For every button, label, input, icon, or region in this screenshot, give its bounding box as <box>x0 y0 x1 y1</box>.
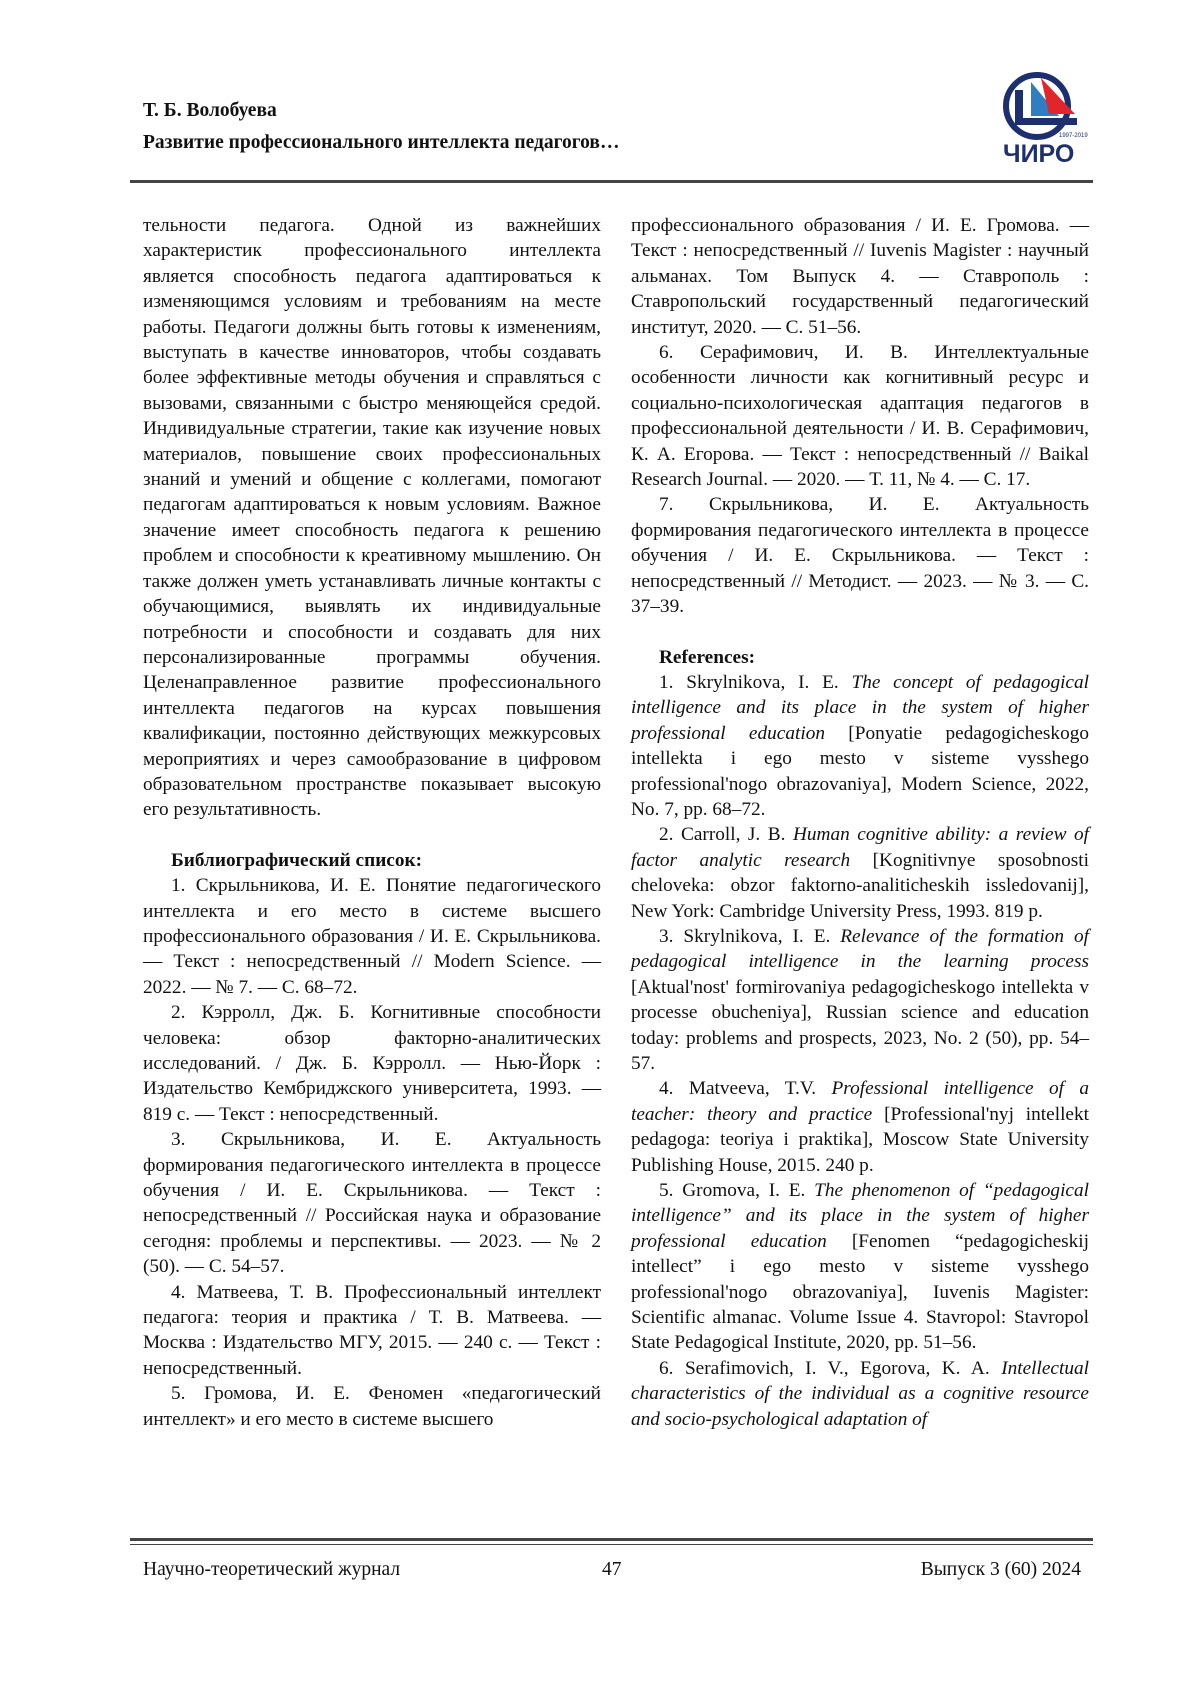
reference-details: [Fenomen “pedagogicheskij intellect” i ego mesto v sisteme vysshego professional'nogo obrazovaniya], Iuvenis Magister: Scientific almanac. Volume Issue 4. Stavropol: Stavropol State Pedagogical Institute, 2020, pp. 51–56. <box>631 1230 1089 1354</box>
reference-details: [Ponyatie pedagogicheskogo intellekta i ego mesto v sisteme vysshego professional'nogo obrazovaniya], Modern Science, 2022, No. 7, pp. 68–72. <box>631 722 1089 820</box>
bibliography-item: 4. Матвеева, Т. В. Профессиональный интеллект педагога: теория и практика / Т. В. Матвеева. — Москва : Издательство МГУ, 2015. — 240 с. — Текст : непосредственный. <box>143 1281 601 1379</box>
reference-author: 1. Skrylnikova, I. E. <box>659 671 852 693</box>
bibliography-heading: Библиографический список: <box>171 849 423 871</box>
reference-title: Professional intelligence of a teacher: theory and practice <box>631 1078 1089 1125</box>
reference-title: The concept of pedagogical intelligence and its place in the system of higher professional education <box>631 671 1089 744</box>
bibliography-continuation: профессионального образования / И. Е. Громова. — Текст : непосредственный // Iuvenis Magister : научный альманах. Том Выпуск 4. — Ставрополь : Ставропольский государственный педагогический институт, 2020. — С. 51–56. <box>631 215 1089 338</box>
bibliography-item: 5. Громова, И. Е. Феномен «педагогический интеллект» и его место в системе высшего <box>143 1383 601 1430</box>
reference-item <box>631 1356 1089 1432</box>
reference-details: [Kognitivnye sposobnosti cheloveka: obzor faktorno-analiticheskih issledovanij], New York: Cambridge University Press, 1993. 819 p. <box>631 849 1089 922</box>
reference-title: The phenomenon of “pedagogical intelligence” and its place in the system of higher professional education <box>631 1180 1089 1252</box>
body-paragraph: тельности педагога. Одной из важнейших характеристик профессионального интеллекта является способность педагога адаптироваться к изменяющимся условиям и требованиям на месте работы. Педагоги должны быть готовы к изменениям, выступать в качестве инноваторов, чтобы создавать более эффективные методы обучения и справляться с вызовами, связанными с быстро меняющейся средой. Индивидуальные стратегии, такие как изучение новых материалов, повышение своих профессиональных знаний и умений и общение с коллегами, помогают педагогам адаптироваться к новым условиям. Важное значение имеет способность педагога к решению проблем и способности к креативному мышлению. Он также должен уметь устанавливать личные контакты с обучающимися, выявлять их индивидуальные потребности и способности и создавать для них персонализированные программы обучения. Целенаправленное развитие профессионального интеллекта педагогов на курсах повышения квалификации, постоянно действующих межкурсовых мероприятиях и через самообразование в цифровом образовательном пространстве показывает высокую его результативность. <box>143 215 601 821</box>
reference-details: [Professional'nyj intellekt pedagoga: teoriya i praktika], Moscow State University Publishing House, 2015. 240 p. <box>631 1103 1089 1176</box>
reference-item <box>631 822 1089 924</box>
reference-details: [Aktual'nost' formirovaniya pedagogicheskogo intellekta v processe obucheniya], Russian science and education today: problems and prospects, 2023, No. 2 (50), pp. 54–57. <box>631 976 1089 1074</box>
logo-small-text: 1997-2019 <box>1059 133 1088 139</box>
reference-author: 5. Gromova, I. E. <box>659 1180 815 1202</box>
bibliography-item: 6. Серафимович, И. В. Интеллектуальные особенности личности как когнитивный ресурс и социально-психологическая адаптация педагогов в профессиональной деятельности / И. В. Серафимович, К. А. Егорова. — Текст : непосредственный // Baikal Research Journal. — 2020. — Т. 11, № 4. — С. 17. <box>631 342 1089 491</box>
issue-label: Выпуск 3 (60) 2024 <box>920 1559 1081 1580</box>
logo-wordmark: ЧИРО <box>1003 140 1075 168</box>
reference-author: 6. Serafimovich, I. V., Egorova, K. A. <box>659 1357 1002 1379</box>
bibliography-item: 2. Кэрролл, Дж. Б. Когнитивные способности человека: обзор факторно-аналитических исследований. / Дж. Б. Кэрролл. — Нью-Йорк : Издательство Кембриджского университета, 1993. — 819 с. — Текст : непосредственный. <box>143 1002 601 1125</box>
page-footer <box>143 1559 1093 1585</box>
bibliography-item: 7. Скрыльникова, И. Е. Актуальность формирования педагогического интеллекта в процессе обучения / И. Е. Скрыльникова. — Текст : непосредственный // Методист. — 2023. — № 3. — С. 37–39. <box>631 494 1089 618</box>
reference-title: Intellectual characteristics of the individual as a cognitive resource and socio-psychological adaptation of <box>631 1357 1089 1430</box>
reference-author: 2. Carroll, J. B. <box>659 824 793 846</box>
reference-title: Relevance of the formation of pedagogical intelligence in the learning process <box>631 925 1089 973</box>
reference-title: Human cognitive ability: a review of factor analytic research <box>631 824 1089 871</box>
references-heading: References: <box>659 646 755 668</box>
bibliography-item: 1. Скрыльникова, И. Е. Понятие педагогического интеллекта и его место в системе высшего профессионального образования / И. Е. Скрыльникова. — Текст : непосредственный // Modern Science. — 2022. — № 7. — С. 68–72. <box>143 875 601 998</box>
reference-author: 3. Skrylnikova, I. E. <box>659 925 841 947</box>
chiro-logo-icon <box>1001 70 1093 170</box>
reference-item <box>631 670 1089 822</box>
author-name: Т. Б. Волобуева <box>143 100 277 121</box>
running-title: Развитие профессионального интеллекта педагогов… <box>143 132 620 153</box>
left-column <box>143 213 601 1432</box>
footer-rule-thick <box>130 1538 1093 1541</box>
header-rule <box>130 180 1093 183</box>
bibliography-item: 3. Скрыльникова, И. Е. Актуальность формирования педагогического интеллекта в процессе обучения / И. Е. Скрыльникова. — Текст : непосредственный // Российская наука и образование сегодня: проблемы и перспективы. — 2023. — № 2 (50). — С. 54–57. <box>143 1129 601 1278</box>
reference-author: 4. Matveeva, T.V. <box>659 1078 832 1100</box>
journal-name: Научно-теоретический журнал <box>143 1559 401 1580</box>
chiro-logo <box>1001 70 1093 170</box>
reference-item <box>631 924 1089 1076</box>
right-column <box>631 213 1089 1432</box>
reference-item <box>631 1178 1089 1356</box>
page-number: 47 <box>602 1559 622 1580</box>
reference-item <box>631 1076 1089 1178</box>
footer-rule-thin <box>130 1544 1093 1545</box>
